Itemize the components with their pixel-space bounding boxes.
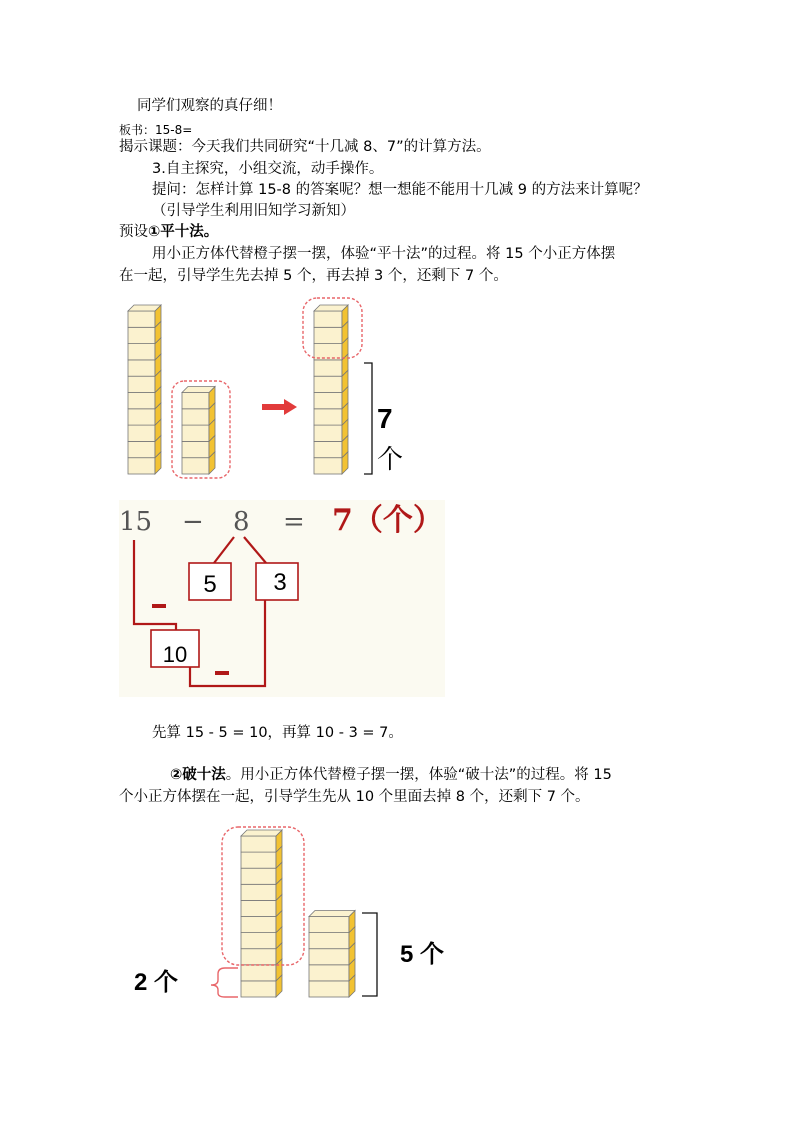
text-line-praise: 同学们观察的真仔细！: [137, 98, 282, 114]
bracket-right: [362, 913, 377, 996]
cube: [309, 965, 349, 981]
cube: [309, 981, 349, 997]
cube: [241, 900, 276, 916]
label-two: 2 个: [134, 969, 179, 996]
cube: [241, 884, 276, 900]
cube: [241, 868, 276, 884]
label-five: 5 个: [400, 941, 445, 968]
stack-ten-b: [241, 830, 282, 997]
text-line-method1-desc: 用小正方体代替橙子摆一摆，体验“平十法”的过程。将 15 个小正方体摆: [152, 246, 616, 262]
text-line-step3: 3.自主探究，小组交流，动手操作。: [152, 161, 384, 177]
text-line-topic: 揭示课题：今天我们共同研究“十几减 8、7”的计算方法。: [119, 139, 491, 155]
text-line-calculation: 先算 15 - 5 = 10，再算 10 - 3 = 7。: [152, 725, 403, 741]
text-line-guide: （引导学生利用旧知学习新知）: [152, 203, 355, 219]
cube: [241, 933, 276, 949]
box-ten-label: 10: [162, 642, 188, 667]
method1-prefix: 预设: [119, 224, 148, 240]
cube: [241, 836, 276, 852]
eq-minuend: 15: [119, 507, 153, 537]
text-line-question: 提问：怎样计算 15-8 的答案呢？想一想能不能用十几减 9 的方法来计算呢？: [152, 182, 648, 198]
cube: [241, 917, 276, 933]
count-label-number: 7: [377, 403, 393, 434]
box-three-label: 3: [273, 569, 287, 596]
eq-minus: −: [182, 507, 204, 537]
stack-five-b: [309, 911, 355, 998]
method2-title: ②破十法: [170, 767, 226, 783]
brace-left: [211, 968, 238, 997]
cube: [241, 852, 276, 868]
eq-equals: =: [283, 507, 305, 537]
cube: [241, 949, 276, 965]
text-line-method2-desc2: 个小正方体摆在一起，引导学生先从 10 个里面去掉 8 个，还剩下 7 个。: [119, 789, 590, 805]
text-line-board: 板书：15-8=: [119, 123, 193, 137]
text-line-method1-desc2: 在一起，引导学生先去掉 5 个，再去掉 3 个，还剩下 7 个。: [119, 268, 508, 284]
cube: [309, 933, 349, 949]
cube-stacks-2: [241, 830, 355, 997]
eq-result: 7（个）: [332, 503, 443, 538]
method2-desc: 。用小正方体代替橙子摆一摆，体验“破十法”的过程。将 15: [225, 767, 612, 783]
cube: [241, 965, 276, 981]
eq-subtrahend: 8: [233, 507, 250, 537]
method1-title: ①平十法。: [148, 224, 219, 240]
box-five-label: 5: [203, 571, 217, 598]
count-label-unit: 个: [377, 445, 404, 475]
cube: [309, 949, 349, 965]
cube: [241, 981, 276, 997]
cube: [309, 917, 349, 933]
